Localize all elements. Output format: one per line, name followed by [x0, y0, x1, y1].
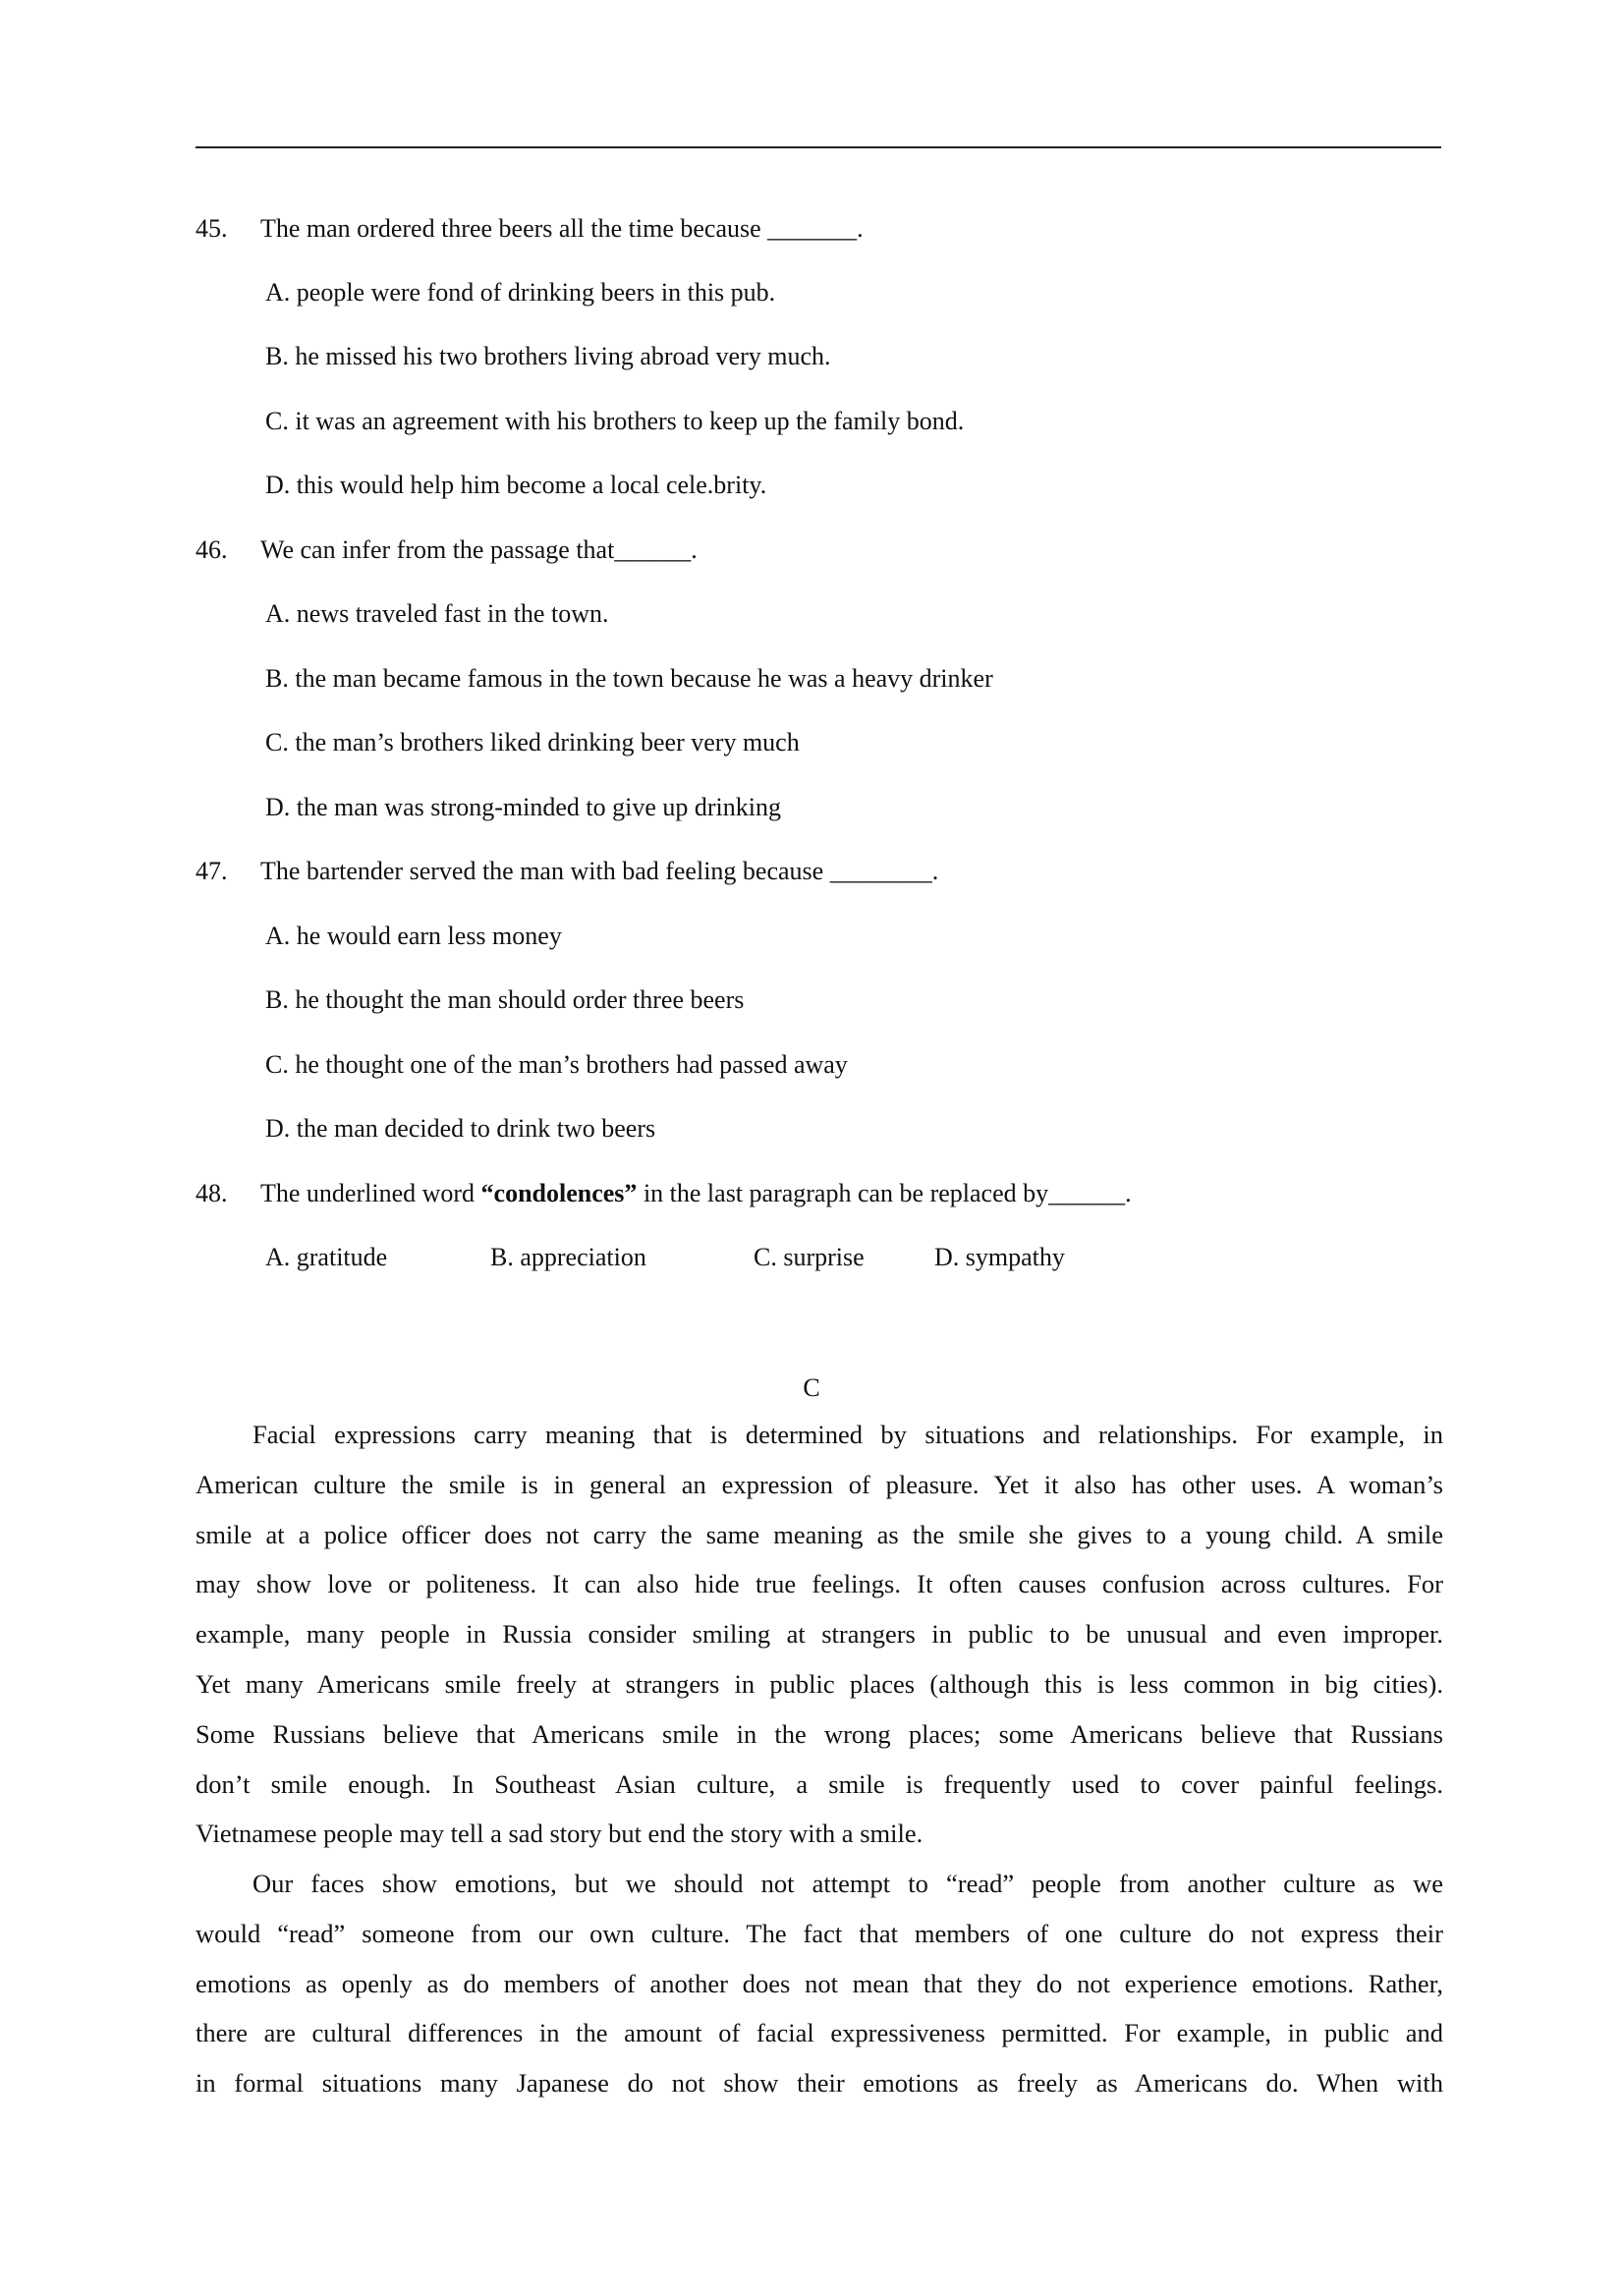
option-45-b: B. he missed his two brothers living abroad very much. [265, 342, 831, 370]
passage-line: example, many people in Russia consider smiling at strangers in public to be unusual and even improper. [196, 1619, 1443, 1650]
option-45-a: A. people were fond of drinking beers in this pub. [265, 278, 776, 307]
question-47 [196, 855, 1443, 888]
question-45 [196, 212, 1443, 246]
option-47-d: D. the man decided to drink two beers [265, 1114, 656, 1143]
passage-line: may show love or politeness. It can also hide true feelings. It often causes confusion across cultures. For [196, 1569, 1443, 1599]
passage-line: smile at a police officer does not carry the same meaning as the smile she gives to a young child. A smile [196, 1519, 1443, 1549]
option-46-b: B. the man became famous in the town because he was a heavy drinker [265, 664, 993, 693]
question-48 [196, 1177, 1443, 1210]
question-stem: We can infer from the passage that______. [260, 535, 698, 564]
passage-line: would “read” someone from our own culture. The fact that members of one culture do not express their [196, 1918, 1443, 1948]
passage-line: Our faces show emotions, but we should not attempt to “read” people from another culture as we [252, 1869, 1443, 1898]
passage-line: American culture the smile is in general an expression of pleasure. Yet it also has other uses. A woman’s [196, 1469, 1443, 1499]
option-48-c: C. surprise [754, 1243, 865, 1271]
passage-paragraph-1 [196, 1410, 1443, 1859]
passage-line: Facial expressions carry meaning that is determined by situations and relationships. For example, in [252, 1420, 1443, 1449]
option-46-d: D. the man was strong-minded to give up drinking [265, 793, 781, 821]
question-stem: The man ordered three beers all the time because _______. [260, 214, 864, 243]
question-number: 46. [196, 535, 228, 564]
header-rule [196, 146, 1441, 148]
option-47-c: C. he thought one of the man’s brothers had passed away [265, 1050, 848, 1079]
passage-line: Yet many Americans smile freely at strangers in public places (although this is less common in big cities). [196, 1668, 1443, 1699]
underlined-word: “condolences” [480, 1179, 638, 1207]
option-45-d: D. this would help him become a local cele.brity. [265, 471, 767, 499]
question-number: 48. [196, 1179, 228, 1207]
passage-line: Vietnamese people may tell a sad story but end the story with a smile. [196, 1819, 923, 1849]
passage-line: emotions as openly as do members of another does not mean that they do not experience emotions. Rather, [196, 1968, 1443, 1998]
option-47-a: A. he would earn less money [265, 922, 562, 950]
option-46-a: A. news traveled fast in the town. [265, 599, 609, 628]
question-stem-after: in the last paragraph can be replaced by______. [637, 1179, 1132, 1207]
option-48-d: D. sympathy [934, 1243, 1065, 1271]
passage-line: don’t smile enough. In Southeast Asian culture, a smile is frequently used to cover painful feelings. [196, 1768, 1443, 1799]
option-47-b: B. he thought the man should order three beers [265, 985, 745, 1014]
option-46-c: C. the man’s brothers liked drinking beer very much [265, 728, 800, 756]
section-title: C [803, 1373, 820, 1402]
question-stem: The bartender served the man with bad feeling because ________. [260, 857, 939, 885]
option-48-b: B. appreciation [490, 1243, 646, 1271]
question-number: 47. [196, 857, 228, 885]
passage-line: in formal situations many Japanese do not show their emotions as freely as Americans do. When with [196, 2068, 1443, 2099]
option-45-c: C. it was an agreement with his brothers to keep up the family bond. [265, 407, 965, 435]
passage-line: there are cultural differences in the amount of facial expressiveness permitted. For example, in public and [196, 2018, 1443, 2048]
passage-paragraph-2 [196, 1859, 1443, 2108]
question-stem-before: The underlined word [260, 1179, 481, 1207]
option-48-a: A. gratitude [265, 1243, 388, 1271]
question-number: 45. [196, 214, 228, 243]
question-46 [196, 533, 1443, 567]
passage-line: Some Russians believe that Americans smile in the wrong places; some Americans believe that Russians [196, 1718, 1443, 1749]
